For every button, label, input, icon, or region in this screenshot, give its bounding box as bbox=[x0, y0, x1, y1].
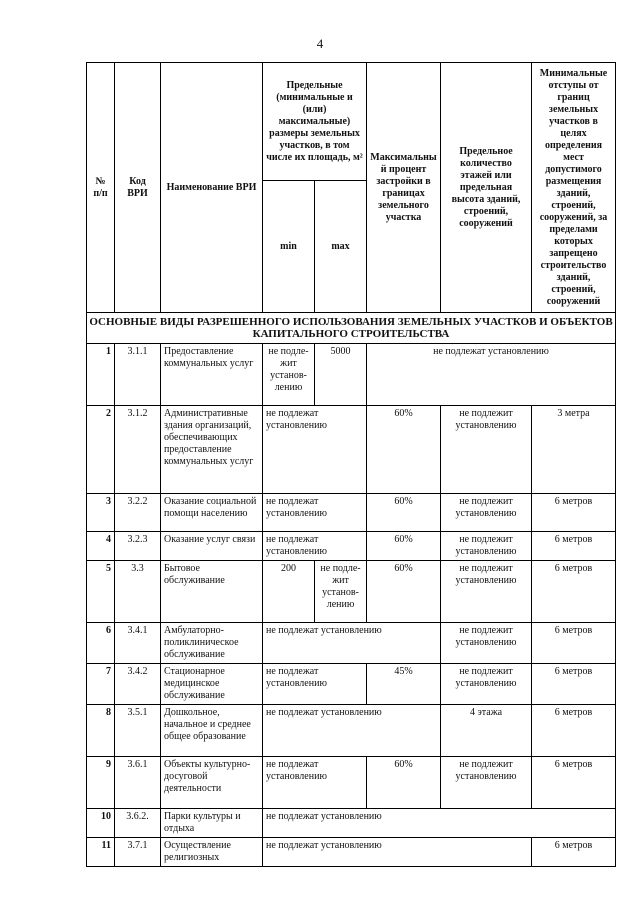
row-setback: 6 метров bbox=[532, 838, 616, 867]
row-code: 3.2.2 bbox=[115, 494, 161, 532]
row-num: 11 bbox=[87, 838, 115, 867]
row-size-coverage: не подлежат установлению bbox=[263, 705, 441, 757]
row-size: не подлежат установлению bbox=[263, 406, 367, 494]
row-num: 10 bbox=[87, 809, 115, 838]
row-size: не подлежат установлению bbox=[263, 757, 367, 809]
row-coverage: 60% bbox=[367, 532, 441, 561]
row-max: не подле-жит установ-лению bbox=[315, 561, 367, 623]
row-rest: не подлежат установлению bbox=[367, 344, 616, 406]
row-size: не подлежат установлению bbox=[263, 494, 367, 532]
table-row bbox=[87, 664, 616, 705]
table-row bbox=[87, 838, 616, 867]
section-title: ОСНОВНЫЕ ВИДЫ РАЗРЕШЕННОГО ИСПОЛЬЗОВАНИЯ ЗЕМЕЛЬНЫХ УЧАСТКОВ И ОБЪЕКТОВ КАПИТАЛЬНОГО СТРОИТЕЛЬСТВА bbox=[87, 313, 616, 344]
row-size: не подлежат установлению bbox=[263, 664, 367, 705]
header-coverage: Максимальный процент застройки в границах земельного участка bbox=[367, 63, 441, 313]
row-name: Осуществление религиозных bbox=[161, 838, 263, 867]
row-min: 200 bbox=[263, 561, 315, 623]
row-setback: 6 метров bbox=[532, 623, 616, 664]
row-setback: 6 метров bbox=[532, 561, 616, 623]
row-size: не подлежат установлению bbox=[263, 532, 367, 561]
row-code: 3.4.2 bbox=[115, 664, 161, 705]
row-num: 7 bbox=[87, 664, 115, 705]
row-floors: не подлежит установлению bbox=[441, 406, 532, 494]
header-setback: Минимальные отступы от границ земельных участков в целях определения мест допустимого размещения зданий, строений, сооружений, за пределами которых запрещено строительство зданий, строений, сооружений bbox=[532, 63, 616, 313]
header-size: Предельные (минимальные и (или) максимальные) размеры земельных участков, в том числе их площадь, м² bbox=[263, 63, 367, 181]
row-rest: не подлежат установлению bbox=[263, 809, 616, 838]
row-name: Дошкольное, начальное и среднее общее образование bbox=[161, 705, 263, 757]
row-code: 3.1.1 bbox=[115, 344, 161, 406]
row-setback: 6 метров bbox=[532, 494, 616, 532]
row-min: не подле-жит установ-лению bbox=[263, 344, 315, 406]
header-num: № п/п bbox=[87, 63, 115, 313]
row-floors: не подлежит установлению bbox=[441, 532, 532, 561]
row-floors: не подлежит установлению bbox=[441, 623, 532, 664]
row-size-floors: не подлежат установлению bbox=[263, 838, 532, 867]
table-row bbox=[87, 561, 616, 623]
table-row bbox=[87, 406, 616, 494]
page-number: 4 bbox=[316, 36, 324, 51]
header-min: min bbox=[263, 181, 315, 313]
row-name: Парки культуры и отдыха bbox=[161, 809, 263, 838]
row-num: 3 bbox=[87, 494, 115, 532]
table-row bbox=[87, 344, 616, 406]
row-name: Административные здания организаций, обеспечивающих предоставление коммунальных услуг bbox=[161, 406, 263, 494]
table-row bbox=[87, 705, 616, 757]
row-coverage: 45% bbox=[367, 664, 441, 705]
row-floors: не подлежит установлению bbox=[441, 494, 532, 532]
row-code: 3.6.1 bbox=[115, 757, 161, 809]
row-code: 3.6.2. bbox=[115, 809, 161, 838]
row-code: 3.7.1 bbox=[115, 838, 161, 867]
row-max: 5000 bbox=[315, 344, 367, 406]
row-code: 3.2.3 bbox=[115, 532, 161, 561]
table-row bbox=[87, 757, 616, 809]
row-floors: не подлежит установлению bbox=[441, 757, 532, 809]
header-name: Наименование ВРИ bbox=[161, 63, 263, 313]
row-floors: не подлежит установлению bbox=[441, 561, 532, 623]
row-name: Предоставление коммунальных услуг bbox=[161, 344, 263, 406]
row-coverage: 60% bbox=[367, 757, 441, 809]
table-row bbox=[87, 532, 616, 561]
row-num: 1 bbox=[87, 344, 115, 406]
row-name: Объекты культурно-досуговой деятельности bbox=[161, 757, 263, 809]
row-name: Амбулаторно-поликлиническое обслуживание bbox=[161, 623, 263, 664]
row-setback: 6 метров bbox=[532, 664, 616, 705]
table-row bbox=[87, 494, 616, 532]
row-num: 5 bbox=[87, 561, 115, 623]
row-coverage: 60% bbox=[367, 494, 441, 532]
row-size-coverage: не подлежат установлению bbox=[263, 623, 441, 664]
row-setback: 6 метров bbox=[532, 757, 616, 809]
row-setback: 6 метров bbox=[532, 705, 616, 757]
row-setback: 6 метров bbox=[532, 532, 616, 561]
header-max: max bbox=[315, 181, 367, 313]
row-num: 8 bbox=[87, 705, 115, 757]
row-name: Оказание услуг связи bbox=[161, 532, 263, 561]
row-num: 9 bbox=[87, 757, 115, 809]
row-code: 3.1.2 bbox=[115, 406, 161, 494]
row-coverage: 60% bbox=[367, 406, 441, 494]
row-setback: 3 метра bbox=[532, 406, 616, 494]
header-code: Код ВРИ bbox=[115, 63, 161, 313]
row-coverage: 60% bbox=[367, 561, 441, 623]
table-row bbox=[87, 623, 616, 664]
row-floors: 4 этажа bbox=[441, 705, 532, 757]
row-num: 2 bbox=[87, 406, 115, 494]
row-code: 3.3 bbox=[115, 561, 161, 623]
row-code: 3.5.1 bbox=[115, 705, 161, 757]
land-use-table bbox=[86, 62, 616, 867]
row-name: Бытовое обслуживание bbox=[161, 561, 263, 623]
row-floors: не подлежит установлению bbox=[441, 664, 532, 705]
row-name: Оказание социальной помощи населению bbox=[161, 494, 263, 532]
table-row bbox=[87, 809, 616, 838]
row-name: Стационарное медицинское обслуживание bbox=[161, 664, 263, 705]
row-num: 4 bbox=[87, 532, 115, 561]
row-num: 6 bbox=[87, 623, 115, 664]
header-floors: Предельное количество этажей или предельная высота зданий, строений, сооружений bbox=[441, 63, 532, 313]
row-code: 3.4.1 bbox=[115, 623, 161, 664]
